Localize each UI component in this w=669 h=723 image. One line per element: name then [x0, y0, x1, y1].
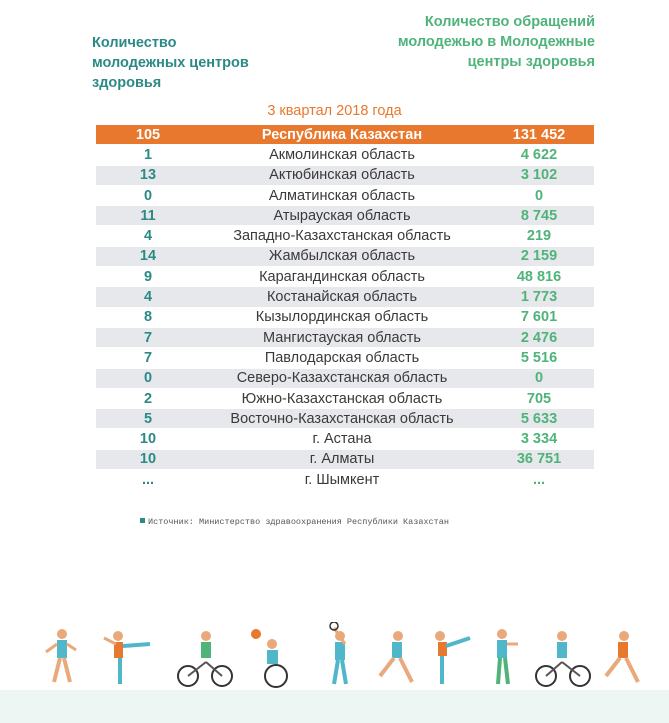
row-region: Карагандинская область	[259, 268, 425, 285]
bullet-square-icon	[140, 518, 145, 523]
header-visits-count: Количество обращений молодежью в Молодежные центры здоровья	[397, 14, 595, 70]
wheelchair-basketball-icon	[242, 622, 302, 692]
table-row	[96, 409, 594, 428]
runner-icon	[370, 622, 420, 692]
row-count: 11	[140, 207, 156, 224]
row-region: Атырауская область	[273, 207, 411, 224]
table-row	[96, 450, 594, 469]
row-count: 10	[139, 431, 157, 448]
row-visits: 3 102	[520, 167, 558, 184]
table-row	[96, 369, 594, 388]
period-label: 3 квартал 2018 года	[267, 103, 402, 119]
table-row	[96, 429, 594, 448]
row-count: 10	[139, 451, 157, 468]
source-text: Источник: Министерство здравоохранения Республики Казахстан	[148, 517, 449, 527]
row-region: Восточно-Казахстанская область	[230, 410, 454, 427]
row-count: 8	[143, 309, 153, 326]
row-region: Кызылординская область	[255, 309, 429, 326]
row-region: Актюбинская область	[269, 167, 415, 184]
row-count: 0	[143, 187, 153, 204]
table-row	[96, 348, 594, 367]
row-count: 4	[143, 289, 153, 306]
row-visits: 2 159	[520, 248, 558, 265]
table-row	[96, 186, 594, 205]
row-region: Западно-Казахстанская область	[233, 228, 451, 245]
tennis-player-icon	[316, 622, 366, 692]
row-visits: 2 476	[520, 329, 558, 346]
boxer-icon	[480, 622, 530, 692]
regions-table	[96, 125, 594, 490]
table-row	[96, 328, 594, 347]
yoga-icon	[426, 622, 476, 692]
row-region: Костанайская область	[266, 289, 418, 306]
row-count: 0	[143, 370, 153, 387]
runner-icon	[598, 622, 648, 692]
row-region: Акмолинская область	[269, 146, 415, 163]
table-row	[96, 267, 594, 286]
row-visits: 7 601	[520, 309, 558, 326]
row-visits: 5 516	[520, 349, 558, 366]
cyclist-icon	[534, 622, 594, 692]
row-count: 9	[143, 268, 153, 285]
table-row	[96, 470, 594, 489]
row-count: 5	[143, 410, 153, 427]
dancer-icon	[98, 622, 158, 692]
table-row	[96, 389, 594, 408]
row-region: г. Шымкент	[304, 471, 380, 488]
table-row-total	[96, 125, 594, 144]
total-count: 105	[135, 126, 161, 143]
table-row	[96, 206, 594, 225]
source-note	[140, 517, 449, 527]
row-count: 2	[143, 390, 153, 407]
table-row	[96, 145, 594, 164]
row-count: 7	[143, 349, 153, 366]
sports-illustration	[30, 622, 650, 692]
total-region: Республика Казахстан	[261, 126, 423, 143]
header-centers-count: Количество молодежных центров здоровья	[92, 35, 249, 91]
row-visits: 4 622	[520, 146, 558, 163]
row-visits: ...	[532, 471, 546, 488]
row-count: 1	[143, 146, 153, 163]
total-visits: 131 452	[512, 126, 566, 143]
row-region: г. Астана	[312, 431, 372, 448]
cyclist-icon	[176, 622, 236, 692]
table-row	[96, 308, 594, 327]
row-region: Северо-Казахстанская область	[236, 370, 448, 387]
row-count: 14	[139, 248, 157, 265]
row-visits: 219	[526, 228, 552, 245]
row-visits: 1 773	[520, 289, 558, 306]
row-count: 4	[143, 228, 153, 245]
row-region: г. Алматы	[309, 451, 375, 468]
row-count: ...	[141, 471, 155, 488]
row-region: Южно-Казахстанская область	[241, 390, 443, 407]
row-visits: 36 751	[516, 451, 562, 468]
table-row	[96, 247, 594, 266]
ground-strip	[0, 690, 669, 723]
row-region: Алматинская область	[268, 187, 416, 204]
row-visits: 0	[534, 370, 544, 387]
table-row	[96, 226, 594, 245]
row-region: Жамбылская область	[268, 248, 416, 265]
row-visits: 3 334	[520, 431, 558, 448]
row-visits: 48 816	[516, 268, 562, 285]
row-visits: 5 633	[520, 410, 558, 427]
runner-icon	[34, 622, 84, 692]
row-count: 7	[143, 329, 153, 346]
row-region: Павлодарская область	[264, 349, 420, 366]
table-row	[96, 287, 594, 306]
row-visits: 705	[526, 390, 552, 407]
table-row	[96, 166, 594, 185]
row-visits: 8 745	[520, 207, 558, 224]
row-region: Мангистауская область	[263, 329, 421, 346]
row-visits: 0	[534, 187, 544, 204]
row-count: 13	[139, 167, 157, 184]
